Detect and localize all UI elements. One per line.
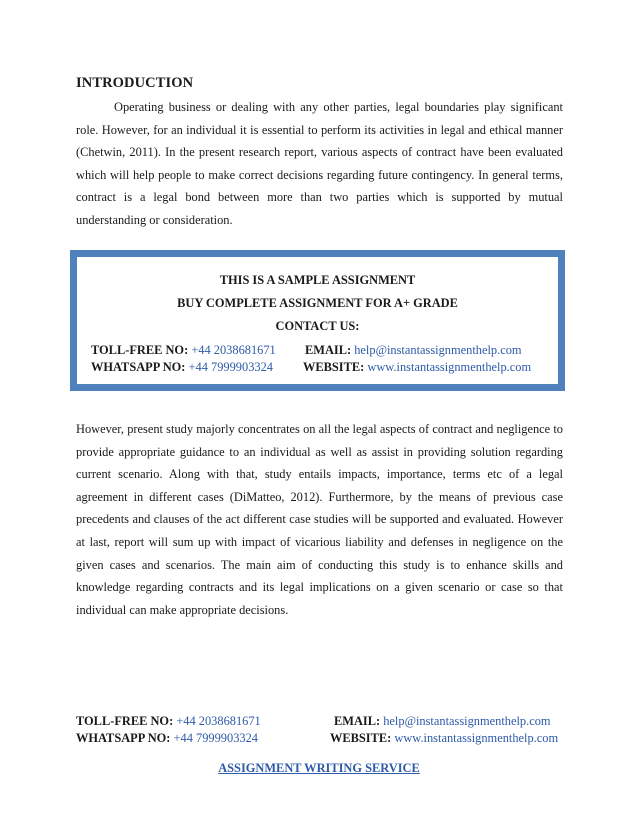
footer-tollfree — [76, 714, 261, 729]
notice-website-link[interactable]: www.instantassignmenthelp.com — [367, 360, 532, 374]
sample-notice-box — [70, 250, 565, 391]
footer-tollfree-label: TOLL-FREE NO: — [76, 714, 174, 728]
notice-tollfree-label: TOLL-FREE NO: — [91, 343, 189, 357]
notice-tollfree — [91, 343, 276, 358]
notice-whatsapp — [91, 360, 273, 375]
footer-whatsapp — [76, 731, 258, 746]
footer-whatsapp-label: WHATSAPP NO: — [76, 731, 171, 745]
notice-email-label: EMAIL: — [305, 343, 352, 357]
footer-email — [334, 714, 551, 729]
footer-whatsapp-number[interactable]: +44 7999903324 — [173, 731, 258, 745]
notice-contact-heading: CONTACT US: — [275, 319, 360, 333]
notice-website-label: WEBSITE: — [303, 360, 365, 374]
footer-website-link[interactable]: www.instantassignmenthelp.com — [394, 731, 559, 745]
footer-tollfree-number[interactable]: +44 2038681671 — [176, 714, 261, 728]
notice-email-link[interactable]: help@instantassignmenthelp.com — [354, 343, 522, 357]
notice-title: THIS IS A SAMPLE ASSIGNMENT — [219, 273, 416, 287]
section-heading: INTRODUCTION — [76, 75, 194, 91]
footer-website — [330, 731, 558, 746]
assignment-writing-service-link[interactable] — [0, 761, 638, 776]
notice-tollfree-number[interactable]: +44 2038681671 — [191, 343, 276, 357]
sample-notice-content — [77, 257, 558, 384]
notice-website — [303, 360, 531, 375]
footer-website-label: WEBSITE: — [330, 731, 392, 745]
service-link-text[interactable]: ASSIGNMENT WRITING SERVICE — [218, 761, 420, 775]
introduction-paragraph: Operating business or dealing with any other parties, legal boundaries play significant role. However, for an individual it is essential to perform its activities in legal and ethical manner (Chetwin, 2011). In the present research report, various aspects of contract have been evaluated which will help people to make correct decisions regarding future contingency. In general terms, contract is a legal bond between more than two parties which is supported by mutual understanding or consideration. — [76, 100, 563, 227]
notice-email — [305, 343, 522, 358]
body-paragraph: However, present study majorly concentrates on all the legal aspects of contract and negligence to provide appropriate guidance to an individual as well as assist in providing solution regarding current scenario. Along with that, study entails impacts, importance, terms etc of a legal agreement in different cases (DiMatteo, 2012). Furthermore, by the means of previous case precedents and clauses of the act different case studies will be supported and evaluated. However at last, report will sum up with impact of vicarious liability and defenses in negligence on the given cases and scenarios. The main aim of conducting this study is to enhance skills and knowledge regarding contracts and its legal implications on a given scenario or case so that individual can make appropriate decisions. — [76, 422, 563, 617]
footer-email-link[interactable]: help@instantassignmenthelp.com — [383, 714, 551, 728]
notice-subtitle: BUY COMPLETE ASSIGNMENT FOR A+ GRADE — [177, 296, 458, 310]
notice-whatsapp-label: WHATSAPP NO: — [91, 360, 186, 374]
footer-email-label: EMAIL: — [334, 714, 381, 728]
notice-whatsapp-number[interactable]: +44 7999903324 — [188, 360, 273, 374]
